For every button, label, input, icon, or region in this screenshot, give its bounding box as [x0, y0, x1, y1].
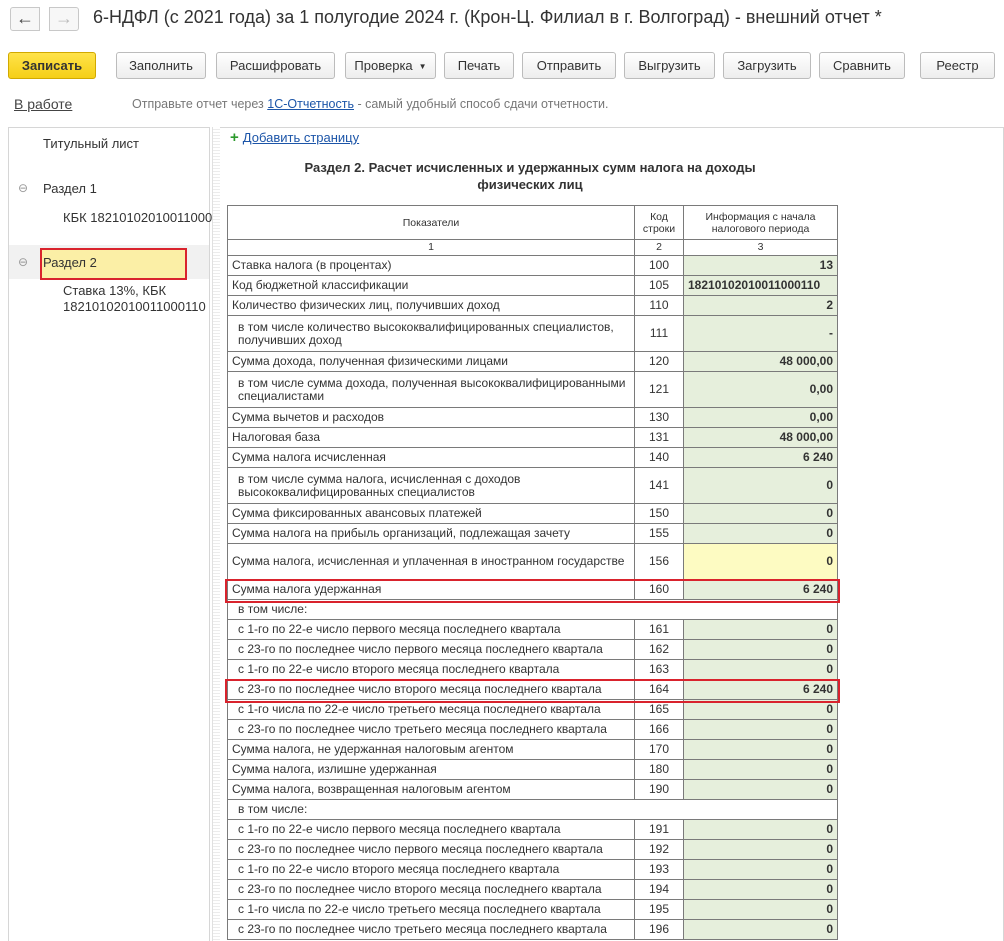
row-label: с 23-го по последнее число первого месяца последнего квартала	[228, 640, 635, 660]
arrow-right-icon: →	[55, 8, 73, 28]
row-value-cell[interactable]: 0	[684, 900, 838, 920]
check-label: Проверка	[354, 58, 413, 73]
row-label: в том числе:	[228, 800, 838, 820]
check-dropdown[interactable]	[345, 52, 436, 79]
reporting-link[interactable]: 1С-Отчетность	[267, 97, 354, 111]
row-code: 130	[635, 408, 684, 428]
row-value-cell[interactable]: 0	[684, 504, 838, 524]
header-code-line1: Код	[650, 210, 668, 223]
row-code: 193	[635, 860, 684, 880]
row-label: с 1-го числа по 22-е число третьего месяца последнего квартала	[228, 900, 635, 920]
row-value-cell[interactable]: 0	[684, 880, 838, 900]
row-value-cell[interactable]: 0	[684, 760, 838, 780]
table-row	[228, 276, 838, 296]
row-label: в том числе:	[228, 600, 838, 620]
table-row	[228, 468, 838, 504]
row-label: Сумма налога, возвращенная налоговым агентом	[228, 780, 635, 800]
table-row	[228, 580, 838, 600]
registry-button[interactable]: Реестр	[920, 52, 995, 79]
row-code: 170	[635, 740, 684, 760]
tree-item-label: Титульный лист	[43, 136, 140, 151]
row-code: 111	[635, 316, 684, 352]
table-row	[228, 372, 838, 408]
column-numbers-row	[228, 240, 838, 256]
row-value-cell[interactable]: 0,00	[684, 372, 838, 408]
collapse-icon[interactable]: ⊖	[18, 181, 29, 195]
row-value-cell[interactable]: 6 240	[684, 448, 838, 468]
row-label: в том числе сумма налога, исчисленная с доходов высококвалифицированных специалистов	[228, 468, 635, 504]
tree-item-title-page[interactable]	[9, 136, 209, 156]
compare-button[interactable]: Сравнить	[819, 52, 905, 79]
row-value-cell[interactable]: 13	[684, 256, 838, 276]
row-code: 105	[635, 276, 684, 296]
row-label: Сумма налога, не удержанная налоговым агентом	[228, 740, 635, 760]
row-value-cell[interactable]: 0	[684, 840, 838, 860]
header-info	[684, 206, 838, 240]
table-header-row	[228, 206, 838, 240]
print-button[interactable]: Печать	[444, 52, 514, 79]
tree-item-label: Раздел 2	[43, 255, 97, 270]
row-label: с 1-го по 22-е число первого месяца последнего квартала	[228, 820, 635, 840]
table-row	[228, 740, 838, 760]
table-row	[228, 680, 838, 700]
row-code: 195	[635, 900, 684, 920]
row-label: с 1-го числа по 22-е число третьего месяца последнего квартала	[228, 700, 635, 720]
row-label: Сумма фиксированных авансовых платежей	[228, 504, 635, 524]
table-row	[228, 820, 838, 840]
row-value-cell[interactable]: 0	[684, 524, 838, 544]
table-row	[228, 352, 838, 372]
row-value-cell[interactable]: 0,00	[684, 408, 838, 428]
tree-item-label-line1: Ставка 13%, КБК	[63, 283, 167, 298]
forward-button[interactable]	[49, 7, 79, 31]
row-code: 141	[635, 468, 684, 504]
row-code: 164	[635, 680, 684, 700]
row-label: Налоговая база	[228, 428, 635, 448]
import-button[interactable]: Загрузить	[723, 52, 811, 79]
table-row	[228, 900, 838, 920]
row-label: Сумма налога на прибыль организаций, подлежащая зачету	[228, 524, 635, 544]
row-value-cell[interactable]: 18210102010011000110	[684, 276, 838, 296]
row-label: с 23-го по последнее число второго месяца последнего квартала	[228, 680, 635, 700]
table-row	[228, 720, 838, 740]
section-title-line1: Раздел 2. Расчет исчисленных и удержанных сумм налога на доходы	[304, 160, 756, 175]
plus-icon: +	[230, 129, 239, 146]
table-row	[228, 880, 838, 900]
row-value-cell[interactable]: 0	[684, 820, 838, 840]
row-value-cell[interactable]: -	[684, 316, 838, 352]
table-row	[228, 544, 838, 580]
row-code: 180	[635, 760, 684, 780]
row-code: 161	[635, 620, 684, 640]
tree-item-rate[interactable]	[9, 283, 209, 319]
column-number: 1	[228, 240, 635, 256]
table-row	[228, 860, 838, 880]
fill-button[interactable]: Заполнить	[116, 52, 206, 79]
row-value-cell[interactable]: 0	[684, 544, 838, 580]
tree-item-section1[interactable]	[9, 181, 209, 201]
row-value-cell[interactable]: 0	[684, 720, 838, 740]
add-page-link[interactable]	[230, 129, 359, 146]
table-row	[228, 920, 838, 940]
table-row	[228, 504, 838, 524]
row-value-cell[interactable]: 0	[684, 620, 838, 640]
row-label: с 23-го по последнее число первого месяца последнего квартала	[228, 840, 635, 860]
header-info-line2: налогового периода	[711, 222, 810, 235]
row-code: 131	[635, 428, 684, 448]
header-code-line2: строки	[642, 222, 676, 235]
table-row	[228, 640, 838, 660]
table-row	[228, 256, 838, 276]
header-indicators: Показатели	[228, 206, 635, 240]
table-row	[228, 760, 838, 780]
row-code: 166	[635, 720, 684, 740]
section-title	[300, 159, 760, 193]
row-code: 165	[635, 700, 684, 720]
table-row	[228, 660, 838, 680]
row-label: в том числе сумма дохода, полученная высококвалифицированными специалистами	[228, 372, 635, 408]
row-label: с 1-го по 22-е число второго месяца последнего квартала	[228, 660, 635, 680]
table-row	[228, 524, 838, 544]
table-row	[228, 448, 838, 468]
row-code: 160	[635, 580, 684, 600]
hint-text	[132, 97, 609, 111]
table-row	[228, 780, 838, 800]
row-code: 191	[635, 820, 684, 840]
row-code: 150	[635, 504, 684, 524]
table-row	[228, 296, 838, 316]
row-label: с 23-го по последнее число третьего месяца последнего квартала	[228, 920, 635, 940]
row-code: 140	[635, 448, 684, 468]
tree-item-label: КБК 18210102010011000	[63, 210, 213, 225]
row-code: 120	[635, 352, 684, 372]
hint-before: Отправьте отчет через	[132, 97, 268, 111]
row-label: с 1-го по 22-е число второго месяца последнего квартала	[228, 860, 635, 880]
tree-item-kbk[interactable]	[9, 210, 213, 230]
report-table	[227, 205, 838, 940]
send-button[interactable]: Отправить	[522, 52, 616, 79]
row-code: 156	[635, 544, 684, 580]
row-label: Количество физических лиц, получивших доход	[228, 296, 635, 316]
chevron-down-icon: ▼	[418, 62, 427, 72]
row-code: 110	[635, 296, 684, 316]
toolbar	[0, 52, 1004, 82]
table-row	[228, 700, 838, 720]
row-label: Сумма налога исчисленная	[228, 448, 635, 468]
column-number: 3	[684, 240, 838, 256]
arrow-left-icon: ←	[16, 8, 34, 28]
table-row	[228, 800, 838, 820]
tree-item-label: Раздел 1	[43, 181, 97, 196]
row-code: 121	[635, 372, 684, 408]
row-value-cell[interactable]: 6 240	[684, 580, 838, 600]
row-label: Сумма налога, излишне удержанная	[228, 760, 635, 780]
row-value-cell[interactable]: 0	[684, 780, 838, 800]
row-code: 100	[635, 256, 684, 276]
row-label: Код бюджетной классификации	[228, 276, 635, 296]
row-label: Ставка налога (в процентах)	[228, 256, 635, 276]
title-bar	[0, 0, 1004, 40]
row-label: в том числе количество высококвалифицированных специалистов, получивших доход	[228, 316, 635, 352]
table-row	[228, 620, 838, 640]
window-title: 6-НДФЛ (с 2021 года) за 1 полугодие 2024 г. (Крон-Ц. Филиал в г. Волгоград) - внешний отчет *	[93, 7, 882, 27]
row-value-cell[interactable]: 0	[684, 740, 838, 760]
status-link[interactable]: В работе	[14, 96, 73, 112]
row-value-cell[interactable]: 0	[684, 468, 838, 504]
row-label: с 23-го по последнее число третьего месяца последнего квартала	[228, 720, 635, 740]
section-title-line2: физических лиц	[477, 177, 583, 192]
save-button[interactable]: Записать	[8, 52, 96, 79]
row-value-cell[interactable]: 48 000,00	[684, 428, 838, 448]
row-code: 196	[635, 920, 684, 940]
row-value-cell[interactable]: 48 000,00	[684, 352, 838, 372]
row-label: Сумма налога, исчисленная и уплаченная в иностранном государстве	[228, 544, 635, 580]
row-code: 163	[635, 660, 684, 680]
row-code: 155	[635, 524, 684, 544]
table-row	[228, 840, 838, 860]
panel-splitter[interactable]	[212, 127, 220, 941]
row-code: 192	[635, 840, 684, 860]
row-label: с 23-го по последнее число второго месяца последнего квартала	[228, 880, 635, 900]
row-value-cell[interactable]: 0	[684, 920, 838, 940]
row-code: 190	[635, 780, 684, 800]
row-value-cell[interactable]: 0	[684, 700, 838, 720]
row-value-cell[interactable]: 6 240	[684, 680, 838, 700]
tree-item-section2[interactable]	[9, 255, 209, 275]
row-code: 162	[635, 640, 684, 660]
sections-tree	[8, 127, 213, 941]
decode-button[interactable]: Расшифровать	[216, 52, 335, 79]
row-label: Сумма вычетов и расходов	[228, 408, 635, 428]
table-row	[228, 316, 838, 352]
row-code: 194	[635, 880, 684, 900]
row-label: Сумма налога удержанная	[228, 580, 635, 600]
table-row	[228, 428, 838, 448]
header-code	[635, 206, 684, 240]
tree-item-label-line2: 18210102010011000110	[63, 299, 206, 314]
report-form	[220, 127, 1004, 941]
collapse-icon[interactable]: ⊖	[18, 255, 29, 269]
row-value-cell[interactable]: 0	[684, 640, 838, 660]
table-row	[228, 408, 838, 428]
header-info-line1: Информация с начала	[705, 210, 816, 223]
row-label: Сумма дохода, полученная физическими лицами	[228, 352, 635, 372]
row-value-cell[interactable]: 0	[684, 860, 838, 880]
add-page-label: Добавить страницу	[242, 130, 360, 145]
export-button[interactable]: Выгрузить	[624, 52, 715, 79]
column-number: 2	[635, 240, 684, 256]
back-button[interactable]	[10, 7, 40, 31]
row-value-cell[interactable]: 0	[684, 660, 838, 680]
row-value-cell[interactable]: 2	[684, 296, 838, 316]
table-body	[228, 256, 838, 940]
hint-after: - самый удобный способ сдачи отчетности.	[353, 97, 609, 111]
row-label: с 1-го по 22-е число первого месяца последнего квартала	[228, 620, 635, 640]
status-line	[0, 94, 1004, 116]
table-row	[228, 600, 838, 620]
